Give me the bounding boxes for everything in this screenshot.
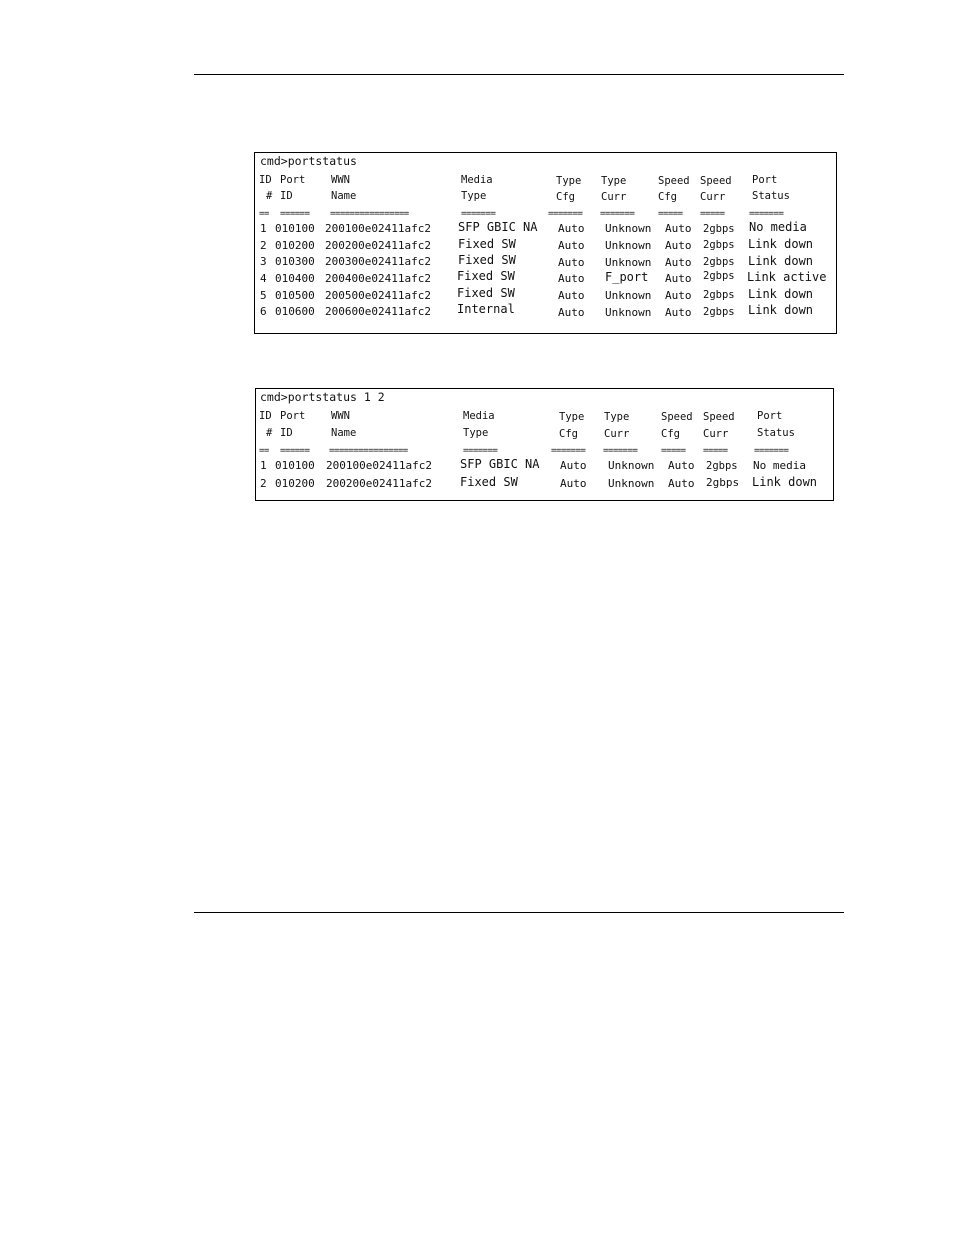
header-separator: ======= xyxy=(603,446,638,456)
header-separator: ======= xyxy=(551,446,586,456)
top-rule xyxy=(194,74,844,75)
header-media: Media xyxy=(463,410,495,422)
cell-wwn: 200100e02411afc2 xyxy=(326,459,432,472)
cell-speed-cfg: Auto xyxy=(665,222,692,235)
cell-speed-cfg: Auto xyxy=(665,256,692,269)
cell-media-type: Fixed SW xyxy=(460,475,518,489)
cell-port-id: 010100 xyxy=(275,459,315,472)
header-media-type: Type xyxy=(461,190,487,202)
cell-speed-cfg: Auto xyxy=(665,306,692,319)
cell-wwn: 200100e02411afc2 xyxy=(325,222,431,235)
cell-media-type: Fixed SW xyxy=(458,253,516,267)
header-media-type: Type xyxy=(463,427,489,439)
cell-type-cfg: Auto xyxy=(560,459,587,472)
header-status: Status xyxy=(757,427,795,439)
header-type: Type xyxy=(559,411,585,423)
cell-wwn: 200500e02411afc2 xyxy=(325,289,431,302)
header-type: Type xyxy=(604,411,630,423)
cell-id: 4 xyxy=(260,272,267,285)
cell-id: 6 xyxy=(260,305,267,318)
cell-media-type: SFP GBIC NA xyxy=(458,220,538,234)
header-curr: Curr xyxy=(700,191,726,203)
header-port-id: ID xyxy=(280,190,293,202)
header-wwn: WWN xyxy=(331,410,350,422)
portstatus-output-box xyxy=(254,152,837,334)
cell-wwn: 200200e02411afc2 xyxy=(326,477,432,490)
cell-media-type: Fixed SW xyxy=(457,286,515,300)
cell-type-cfg: Auto xyxy=(558,272,585,285)
cell-port-status: Link down xyxy=(748,287,814,301)
cell-speed-curr: 2gbps xyxy=(703,306,735,318)
header-separator: ======= xyxy=(754,446,789,456)
cell-id: 5 xyxy=(260,289,267,302)
cell-type-curr: Unknown xyxy=(605,222,652,235)
cell-type-cfg: Auto xyxy=(558,289,585,302)
cell-speed-cfg: Auto xyxy=(665,289,692,302)
cell-media-type: Internal xyxy=(457,302,515,316)
header-separator: ====== xyxy=(280,209,310,219)
header-curr: Curr xyxy=(604,428,630,440)
cell-type-curr: Unknown xyxy=(608,477,655,490)
cell-media-type: Fixed SW xyxy=(458,237,516,251)
cell-speed-curr: 2gbps xyxy=(703,256,735,268)
cell-speed-curr: 2gbps xyxy=(706,460,738,472)
cell-type-cfg: Auto xyxy=(560,477,587,490)
header-cfg: Cfg xyxy=(556,191,575,203)
cell-id: 1 xyxy=(260,459,267,472)
cell-type-cfg: Auto xyxy=(558,256,585,269)
cell-port-id: 010400 xyxy=(275,272,315,285)
cell-speed-curr: 2gbps xyxy=(706,476,740,489)
cell-media-type: SFP GBIC NA xyxy=(460,457,540,471)
cell-speed-cfg: Auto xyxy=(665,239,692,252)
header-separator: ======= xyxy=(548,209,583,219)
cell-speed-curr: 2gbps xyxy=(703,270,735,282)
header-separator: ================ xyxy=(329,446,408,456)
header-separator: ===== xyxy=(661,446,686,456)
cell-type-curr: Unknown xyxy=(608,459,655,472)
header-separator: ================ xyxy=(330,209,409,219)
cell-wwn: 200600e02411afc2 xyxy=(325,305,431,318)
cell-type-curr: Unknown xyxy=(605,289,652,302)
header-separator: ======= xyxy=(463,446,498,456)
header-port: Port xyxy=(280,174,306,186)
cell-port-id: 010200 xyxy=(275,239,315,252)
command-line: cmd>portstatus xyxy=(260,154,357,168)
header-cfg: Cfg xyxy=(658,191,677,203)
cell-type-cfg: Auto xyxy=(558,222,585,235)
header-separator: == xyxy=(259,446,269,456)
header-separator: ===== xyxy=(658,209,683,219)
header-separator: ======= xyxy=(600,209,635,219)
cell-speed-curr: 2gbps xyxy=(703,223,735,235)
command-line: cmd>portstatus 1 2 xyxy=(260,390,385,404)
cell-speed-cfg: Auto xyxy=(668,477,695,490)
cell-type-curr: Unknown xyxy=(605,239,652,252)
header-cfg: Cfg xyxy=(559,428,578,440)
bottom-rule xyxy=(194,912,844,913)
cell-type-cfg: Auto xyxy=(558,306,585,319)
cell-wwn: 200300e02411afc2 xyxy=(325,255,431,268)
cell-port-id: 010500 xyxy=(275,289,315,302)
header-type: Type xyxy=(601,175,627,187)
cell-type-curr: Unknown xyxy=(605,256,652,269)
header-port-id: ID xyxy=(280,427,293,439)
cell-port-status: Link active xyxy=(747,270,827,284)
cell-type-curr: Unknown xyxy=(605,306,652,319)
header-speed: Speed xyxy=(700,175,732,187)
header-speed: Speed xyxy=(703,411,735,423)
header-separator: ======= xyxy=(749,209,784,219)
header-separator: ======= xyxy=(461,209,496,219)
header-id: ID xyxy=(259,174,272,186)
cell-media-type: Fixed SW xyxy=(457,269,515,283)
cell-speed-cfg: Auto xyxy=(668,459,695,472)
cell-port-status: No media xyxy=(749,220,807,234)
cell-wwn: 200400e02411afc2 xyxy=(325,272,431,285)
header-media: Media xyxy=(461,174,493,186)
cell-id: 2 xyxy=(260,239,267,252)
header-id: ID xyxy=(259,410,272,422)
cell-speed-curr: 2gbps xyxy=(703,289,735,301)
header-separator: ====== xyxy=(280,446,310,456)
cell-port-status: No media xyxy=(753,459,806,472)
header-port: Port xyxy=(280,410,306,422)
cell-port-status: Link down xyxy=(748,254,814,268)
cell-port-id: 010300 xyxy=(275,255,315,268)
header-separator: ===== xyxy=(703,446,728,456)
cell-port-status: Link down xyxy=(748,237,814,251)
cell-speed-curr: 2gbps xyxy=(703,239,735,251)
header-curr: Curr xyxy=(703,428,729,440)
header-status: Status xyxy=(752,190,790,202)
cell-speed-cfg: Auto xyxy=(665,272,692,285)
header-number: # xyxy=(266,190,273,202)
cell-id: 2 xyxy=(260,477,267,490)
cell-type-curr: F_port xyxy=(605,270,649,284)
cell-port-status: Link down xyxy=(752,475,818,489)
header-separator: ===== xyxy=(700,209,725,219)
header-separator: == xyxy=(259,209,269,219)
header-speed: Speed xyxy=(661,411,693,423)
cell-type-cfg: Auto xyxy=(558,239,585,252)
cell-port-status: Link down xyxy=(748,303,814,317)
header-curr: Curr xyxy=(601,191,627,203)
header-speed: Speed xyxy=(658,175,690,187)
cell-port-id: 010600 xyxy=(275,305,315,318)
header-port-status: Port xyxy=(757,410,783,422)
cell-port-id: 010100 xyxy=(275,222,315,235)
header-type: Type xyxy=(556,175,582,187)
cell-port-id: 010200 xyxy=(275,477,315,490)
cell-wwn: 200200e02411afc2 xyxy=(325,239,431,252)
portstatus-filtered-output-box xyxy=(255,388,834,501)
header-wwn: WWN xyxy=(331,174,350,186)
header-cfg: Cfg xyxy=(661,428,680,440)
header-name: Name xyxy=(331,190,357,202)
header-name: Name xyxy=(331,427,357,439)
cell-id: 3 xyxy=(260,255,267,268)
header-port-status: Port xyxy=(752,174,778,186)
header-number: # xyxy=(266,427,273,439)
cell-id: 1 xyxy=(260,222,267,235)
